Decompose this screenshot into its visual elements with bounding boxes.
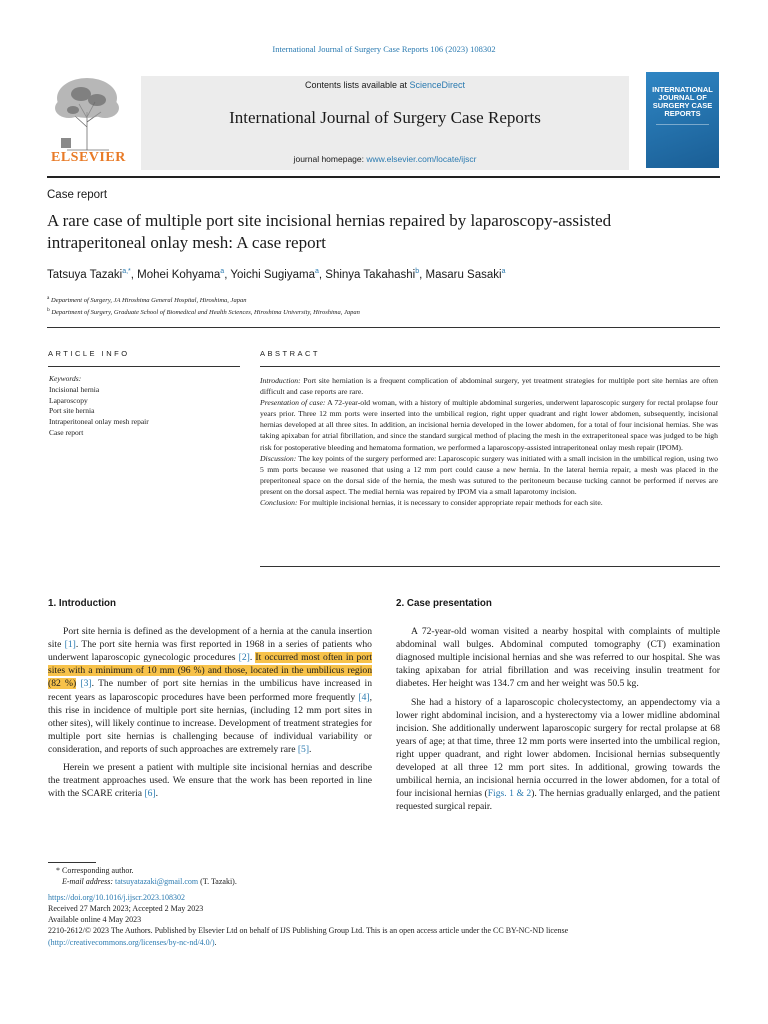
- citation-link[interactable]: [4]: [358, 691, 370, 703]
- author-separator: ,: [130, 268, 138, 281]
- author-separator: ,: [224, 268, 231, 281]
- introduction-paragraph: Port site hernia is defined as the development of a hernia at the canula insertion site [1]. The port site hernia was first reported in 1968 in a series of patients who underwent laparoscopic gynecologic procedures [2]. It occurred most often in port sites with a minimum of 10 mm (96 %) and those, located in the umbilicus region (82 %) [3]. The number of port site hernias in the umbilicus have increased in recent years as laparoscopic procedures have been performed more frequently [4], this rise in incidence of multiple port site hernias, (including 12 mm port sites in other sites), will likely continue to increase. Development of treatment strategies for multiple port site hernias is challenging because of individual variability or consideration, and reports of such approaches are extremely rare [5].: [48, 626, 372, 755]
- citation-link[interactable]: [6]: [144, 788, 156, 800]
- author-affiliation-mark[interactable]: a: [314, 268, 319, 275]
- author[interactable]: Yoichi Sugiyama$^a$: [230, 268, 319, 281]
- abstract-rule: [260, 366, 720, 367]
- article-info-heading: ARTICLE INFO: [48, 349, 130, 358]
- homepage-line: [141, 154, 629, 164]
- email-link[interactable]: tatsuyatazaki@gmail.com: [115, 877, 199, 887]
- cover-title: INTERNATIONAL JOURNAL OF SURGERY CASE REPORTS: [652, 85, 713, 118]
- author-affiliation-mark[interactable]: a: [501, 268, 506, 275]
- publisher-name: ELSEVIER: [51, 150, 126, 165]
- footnote-rule: [48, 862, 96, 863]
- keyword: Case report: [49, 427, 84, 437]
- article-title: A rare case of multiple port site incisional hernias repaired by laparoscopy-assisted intraperitoneal onlay mesh: A case report: [47, 211, 612, 252]
- author-affiliation-mark[interactable]: a,*: [122, 268, 131, 275]
- citation-link[interactable]: [5]: [297, 743, 310, 755]
- cover-decoration: [656, 124, 709, 158]
- keyword: Intraperitoneal onlay mesh repair: [49, 417, 149, 427]
- masthead-rule: [47, 176, 720, 178]
- article-type: Case report: [47, 189, 108, 201]
- citation-link[interactable]: [2]: [238, 652, 250, 664]
- keyword: Port site hernia: [49, 406, 95, 416]
- case-paragraph: She had a history of a laparoscopic cholecystectomy, an appendectomy via a lower right abdominal incision, and a hysterectomy via a lower midline abdominal incision. She additionally underwent laparoscopic surgery for rectal prolapse at 68 years of age; at that time, three 12 mm ports were inserted into the umbilical region, right upper quadrant, and right lower abdomen. Incisional hernias subsequently developed at all three 12 mm port sites. In additional, growing towards the umbilical hernia, an incisional hernia occurred in the lower abdomen, for a total of four incisional hernias (Figs. 1 & 2). The hernias gradually enlarged, and the patient requested surgical repair.: [396, 696, 720, 813]
- elsevier-logo[interactable]: [47, 72, 130, 168]
- homepage-link[interactable]: www.elsevier.com/locate/ijscr: [366, 154, 477, 164]
- journal-cover-image[interactable]: [646, 72, 719, 168]
- affiliation: $^b$ Department of Surgery, Graduate School of Biomedical and Health Sciences, Hiroshima University, Hiroshima, Japan: [47, 307, 360, 317]
- author-affiliation-mark[interactable]: b: [415, 268, 420, 275]
- license-link[interactable]: (http://creativecommons.org/licenses/by-nc-nd/4.0/): [48, 937, 215, 947]
- abstract-bottom-rule: [260, 566, 720, 567]
- abstract-conclusion: Conclusion: For multiple incisional hernias, it is necessary to consider appropriate repair methods for each site.: [260, 498, 603, 508]
- abstract-discussion: Discussion: The key points of the surgery performed are: Laparoscopic surgery was initiated with a small incision in the umbilical region, using two 5 mm ports because we reasoned that using a 12 mm port could cause a new hernia. In the lateral hernia repair, a mesh was placed in the preperitoneal space on the dorsal side of the hernia, the mesh was sutured to the peritoneum because tucking cannot be performed if nerves are present on the dorsal aspect. The medial hernia was repaired by IPOM via a small laparotomy incision.: [260, 453, 718, 496]
- figure-link[interactable]: Figs. 1 & 2: [487, 788, 532, 800]
- journal-citation[interactable]: International Journal of Surgery Case Reports 106 (2023) 108302: [272, 44, 496, 54]
- abstract-introduction: Introduction: Port site herniation is a frequent complication of abdominal surgery, yet treatment strategies for multiple port site hernias are often difficult and case reports are rare.: [260, 376, 718, 397]
- author-separator: ,: [419, 268, 426, 281]
- citation-link[interactable]: [1]: [64, 639, 76, 651]
- case-presentation-section: [396, 597, 720, 818]
- keyword: Incisional hernia: [49, 384, 100, 394]
- introduction-paragraph: Herein we present a patient with multiple site incisional hernias and describe the treatment approaches used. We ensure that the work has been reported in line with the SCARE criteria [6].: [48, 762, 372, 800]
- journal-masthead: [47, 72, 720, 172]
- case-paragraph: A 72-year-old woman visited a nearby hospital with complaints of multiple abdominal wall bulges. Abdominal computed tomography (CT) examination diagnosed multiple incisional hernias and she was referred to our hospital. She was taking apixaban for atrial fibrillation and was receiving insulin treatment for diabetes. Her height was 134.7 cm and her weight was 50.5 kg.: [396, 626, 720, 690]
- email-line: E-mail address: tatsuyatazaki@gmail.com (T. Tazaki).: [62, 877, 237, 887]
- header-divider: [47, 327, 720, 328]
- footnotes: [48, 865, 720, 948]
- section-heading: 1. Introduction: [48, 598, 117, 609]
- introduction-section: [48, 597, 372, 805]
- article-info-rule: [48, 366, 240, 367]
- doi-link[interactable]: https://doi.org/10.1016/j.ijscr.2023.108302: [48, 892, 185, 902]
- available-online: Available online 4 May 2023: [48, 915, 142, 925]
- highlighted-text[interactable]: It occurred most often in port sites with a minimum of 10 mm (96 %) and those, located in the umbilicus region (82 %): [48, 652, 372, 690]
- author[interactable]: Masaru Sasaki$^a$: [425, 268, 506, 281]
- abstract-body: [260, 375, 718, 508]
- journal-header-box: [141, 76, 629, 170]
- contents-line: [141, 80, 629, 90]
- author[interactable]: Shinya Takahashi$^b$: [325, 268, 420, 281]
- license-url-line: (http://creativecommons.org/licenses/by-nc-nd/4.0/).: [48, 937, 217, 947]
- author[interactable]: Mohei Kohyama$^a$: [137, 268, 225, 281]
- homepage-prefix: journal homepage:: [293, 154, 367, 164]
- received-dates: Received 27 March 2023; Accepted 2 May 2023: [48, 903, 204, 913]
- abstract-presentation: Presentation of case: A 72-year-old woman, with a history of multiple abdominal surgeries, underwent laparoscopic surgery for rectal prolapse four years prior. Three 12 mm ports were inserted into the umbilical region, right upper quadrant and right lower abdomen, subsequently, incisional hernias developed at all three sites. In addition, an incisional hernia developed in the lower abdomen, for a total of four incisional hernias. She was taking apixaban for atrial fibrillation, and since the standard surgical method of placing the mesh in the extraperitoneal space was judged to be high risk for postoperative bleeding and hematoma formation, we performed a laparoscopy-assisted intraperitoneal onlay mesh repair (IPOM).: [260, 398, 719, 452]
- keyword: Laparoscopy: [49, 395, 88, 405]
- author[interactable]: Tatsuya Tazaki$^{a,*}$: [47, 268, 131, 281]
- affiliation: $^a$ Department of Surgery, JA Hiroshima General Hospital, Hiroshima, Japan: [47, 295, 247, 305]
- author-separator: ,: [318, 268, 326, 281]
- contents-prefix: Contents lists available at: [304, 80, 410, 90]
- license-line: 2210-2612/© 2023 The Authors. Published by Elsevier Ltd on behalf of IJS Publishing Group Ltd. This is an open access article under the CC BY-NC-ND license: [48, 926, 569, 936]
- sciencedirect-link[interactable]: ScienceDirect: [409, 80, 466, 90]
- author-affiliation-mark[interactable]: a: [220, 268, 225, 275]
- author-list: [47, 268, 505, 281]
- elsevier-tree-icon: [47, 72, 130, 152]
- corresponding-author-note: * Corresponding author.: [56, 866, 134, 875]
- section-heading: 2. Case presentation: [396, 598, 492, 609]
- journal-title: International Journal of Surgery Case Reports: [229, 108, 541, 127]
- keywords-label: Keywords:: [49, 374, 82, 383]
- abstract-heading: ABSTRACT: [260, 349, 321, 358]
- citation-link[interactable]: [3]: [80, 678, 92, 690]
- keywords-block: [49, 374, 239, 439]
